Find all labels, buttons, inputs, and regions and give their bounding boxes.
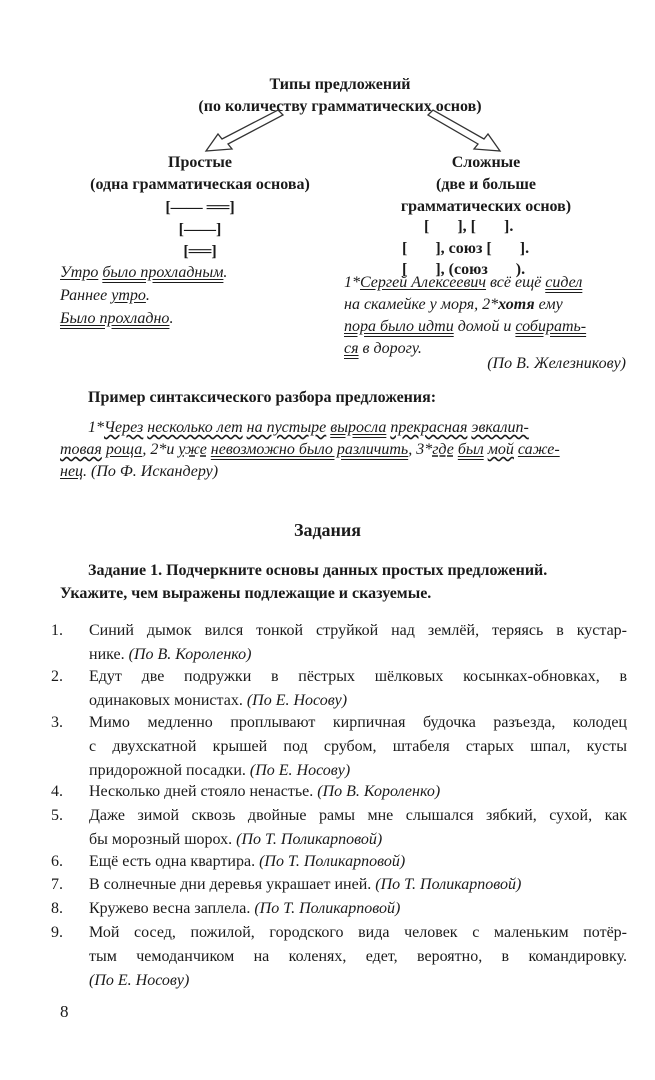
adverbial: Через bbox=[104, 419, 144, 436]
branch-arrows bbox=[0, 0, 655, 160]
predicate: невозможно было различить bbox=[210, 441, 409, 458]
tasks-heading: Задания bbox=[293, 520, 362, 540]
task1-instruction: Укажите, чем выражены подлежащие и сказуемые. bbox=[60, 585, 432, 602]
diagram-title: Типы предложений bbox=[269, 76, 411, 93]
complex-scheme: [ ], (союз ). bbox=[402, 261, 526, 278]
list-item: 8. Кружево весна заплела. (По Т. Поликарповой) bbox=[51, 900, 401, 917]
simple-example: Утро было прохладным. bbox=[60, 264, 228, 281]
simple-example: Раннее утро. bbox=[60, 287, 150, 304]
list-item: 6. Ещё есть одна квартира. (По Т. Поликарповой) bbox=[51, 853, 406, 870]
simple-subheading: (одна грамматическая основа) bbox=[90, 176, 310, 193]
right-arrow-icon bbox=[428, 110, 500, 151]
predicate: Было прохладно bbox=[60, 310, 170, 327]
simple-scheme: [——] bbox=[178, 221, 222, 238]
attribute: мой bbox=[487, 441, 514, 458]
left-arrow-icon bbox=[206, 110, 283, 151]
adverbial: где bbox=[432, 441, 454, 458]
adverbial: несколько лет bbox=[147, 419, 243, 436]
complex-scheme: [ ], союз [ ]. bbox=[402, 240, 530, 257]
diagram-subtitle: (по количеству грамматических основ) bbox=[198, 98, 482, 115]
predicate: выросла bbox=[330, 419, 387, 436]
subject: роща bbox=[105, 441, 143, 458]
predicate: собирать- bbox=[515, 318, 587, 335]
attribute: прекрасная bbox=[390, 419, 468, 436]
predicate: было прохладным bbox=[102, 264, 224, 281]
list-item: 4. Несколько дней стояло ненастье. (По В. Короленко) bbox=[51, 783, 441, 800]
adverbial: на пустыре bbox=[246, 419, 327, 436]
complex-heading: Сложные bbox=[451, 154, 521, 171]
complex-source: (По В. Железникову) bbox=[487, 355, 626, 372]
subject: Утро bbox=[60, 264, 99, 281]
attribute: товая bbox=[60, 441, 102, 458]
predicate: ся bbox=[344, 340, 359, 357]
attribute: эвкалип- bbox=[471, 419, 529, 436]
list-item: 9. Мой сосед, пожилой, городского вида человек с маленьким потёр- тым чемоданчиком на коленях, едет, вероятно, в командировку. (По Е. Носову) bbox=[51, 924, 627, 989]
complex-subheading: грамматических основ) bbox=[400, 198, 572, 215]
list-item: 1. Синий дымок вился тонкой струйкой над землёй, теряясь в кустар- нике. (По В. Короленко) bbox=[51, 622, 627, 663]
list-item: 5. Даже зимой сквозь двойные рамы мне слышался зябкий, сухой, как бы морозный шорох. (По Т. Поликарповой) bbox=[51, 807, 627, 848]
simple-scheme: [—— ══] bbox=[165, 199, 235, 216]
subject: Сергей Алексеевич bbox=[360, 274, 487, 291]
simple-example: Было прохладно. bbox=[60, 310, 174, 327]
parse-heading: Пример синтаксического разбора предложения: bbox=[88, 389, 437, 406]
predicate: пора было идти bbox=[344, 318, 454, 335]
complex-subheading: (две и больше bbox=[435, 176, 536, 193]
complex-scheme: [ ], [ ]. bbox=[424, 218, 514, 235]
list-item: 3. Мимо медленно проплывают кирпичная будочка разъезда, колодец с двухскатной крышей под срубом, штабеля старых шпал, кусты придорожной посадки. (По Е. Носову) bbox=[51, 714, 627, 779]
subject: нец bbox=[60, 463, 84, 480]
predicate: был bbox=[457, 441, 484, 458]
subject: саже- bbox=[517, 441, 560, 458]
simple-heading: Простые bbox=[168, 154, 232, 171]
subject: утро bbox=[111, 287, 146, 304]
task1-title: Задание 1. Подчеркните основы данных простых предложений. bbox=[88, 562, 548, 579]
predicate: сидел bbox=[545, 274, 583, 291]
list-item: 7. В солнечные дни деревья украшает иней. (По Т. Поликарповой) bbox=[51, 876, 522, 893]
parse-sentence: 1*Через несколько лет на пустыре выросла прекрасная эвкалип- товая роща, 2*и уже невозможно было различить, 3*где был мой саже- нец. (По Ф. Искандеру) bbox=[60, 419, 560, 480]
adverbial: уже bbox=[178, 441, 207, 458]
list-item: 2. Едут две подружки в пёстрых шёлковых косынках-обновках, в одинаковых монистах. (По Е. Носову) bbox=[51, 668, 627, 709]
simple-scheme: [══] bbox=[183, 243, 217, 260]
page-number: 8 bbox=[60, 1002, 69, 1021]
complex-example: 1*Сергей Алексеевич всё ещё сидел на скамейке у моря, 2*хотя ему пора было идти домой и собирать- ся в дорогу. bbox=[344, 274, 587, 357]
